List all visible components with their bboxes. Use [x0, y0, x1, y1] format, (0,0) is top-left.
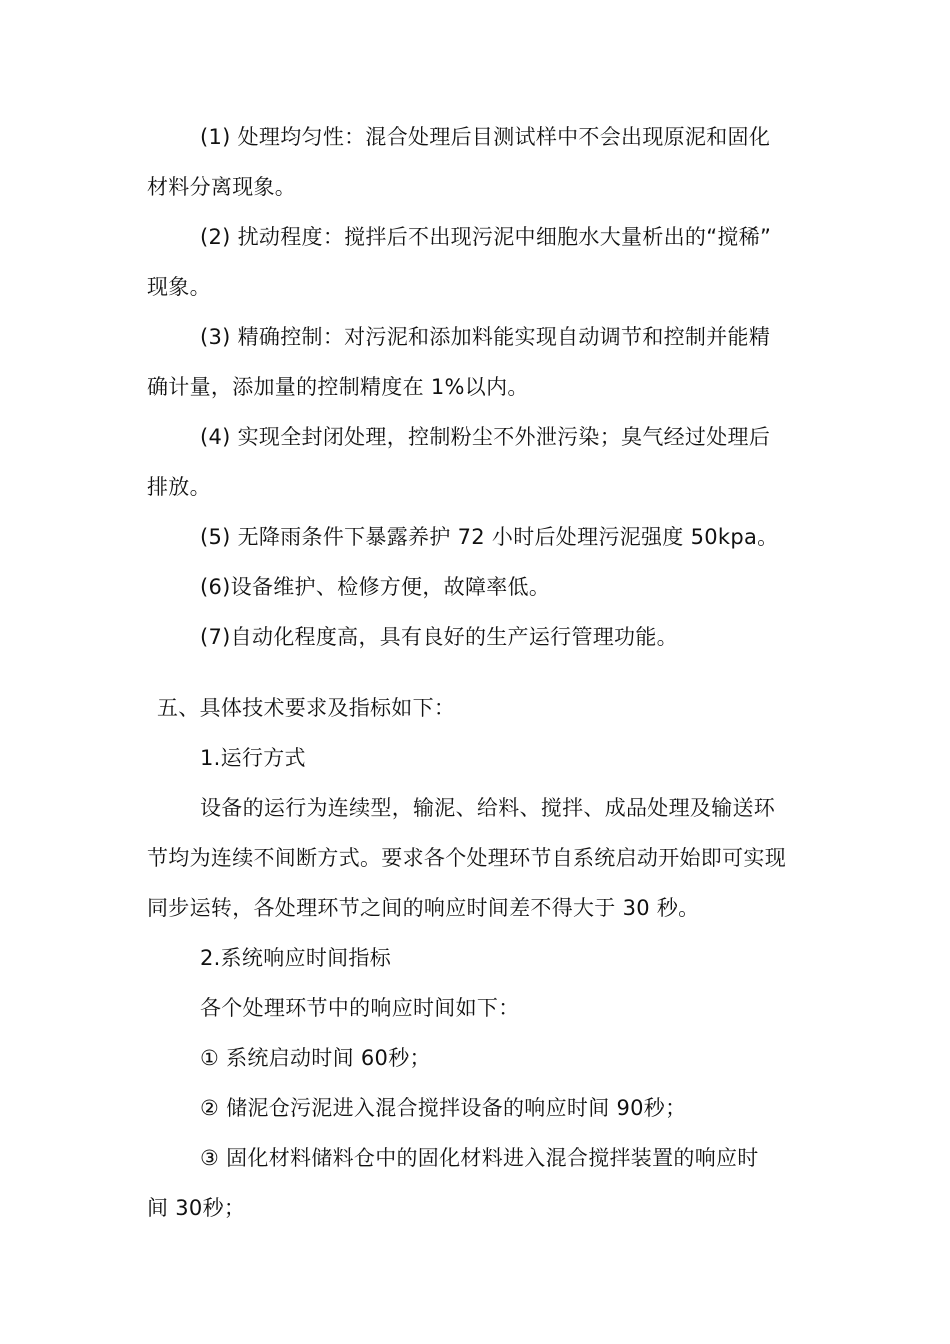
list-item-3-line-1: ③ 固化材料储料仓中的固化材料进入混合搅拌装置的响应时	[200, 1146, 759, 1170]
paragraph-9-line-1: 各个处理环节中的响应时间如下：	[200, 996, 520, 1020]
paragraph-7-line-1: (7)自动化程度高，具有良好的生产运行管理功能。	[200, 625, 678, 649]
subheading-operation-mode: 1.运行方式	[200, 746, 306, 770]
paragraph-2-line-2: 现象。	[147, 275, 211, 299]
paragraph-8-line-3: 同步运转，各处理环节之间的响应时间差不得大于 30 秒。	[147, 896, 700, 920]
subheading-response-time: 2.系统响应时间指标	[200, 946, 392, 970]
list-item-3-line-2: 间 30秒；	[147, 1196, 246, 1220]
paragraph-8-line-1: 设备的运行为连续型，输泥、给料、搅拌、成品处理及输送环	[200, 796, 776, 820]
list-item-2: ② 储泥仓污泥进入混合搅拌设备的响应时间 90秒；	[200, 1096, 687, 1120]
paragraph-3-line-2: 确计量，添加量的控制精度在 1%以内。	[147, 375, 529, 399]
paragraph-3-line-1: (3) 精确控制：对污泥和添加料能实现自动调节和控制并能精	[200, 325, 771, 349]
list-item-1: ① 系统启动时间 60秒；	[200, 1046, 431, 1070]
paragraph-6-line-1: (6)设备维护、检修方便，故障率低。	[200, 575, 551, 599]
section-heading: 五、具体技术要求及指标如下：	[157, 696, 456, 720]
paragraph-1-line-1: (1) 处理均匀性：混合处理后目测试样中不会出现原泥和固化	[200, 125, 771, 149]
paragraph-8-line-2: 节均为连续不间断方式。要求各个处理环节自系统启动开始即可实现	[147, 846, 786, 870]
paragraph-1-line-2: 材料分离现象。	[147, 175, 297, 199]
paragraph-4-line-2: 排放。	[147, 475, 211, 499]
paragraph-5-line-1: (5) 无降雨条件下暴露养护 72 小时后处理污泥强度 50kpa。	[200, 525, 779, 549]
paragraph-4-line-1: (4) 实现全封闭处理，控制粉尘不外泄污染；臭气经过处理后	[200, 425, 771, 449]
paragraph-2-line-1: (2) 扰动程度：搅拌后不出现污泥中细胞水大量析出的“搅稀”	[200, 225, 772, 249]
